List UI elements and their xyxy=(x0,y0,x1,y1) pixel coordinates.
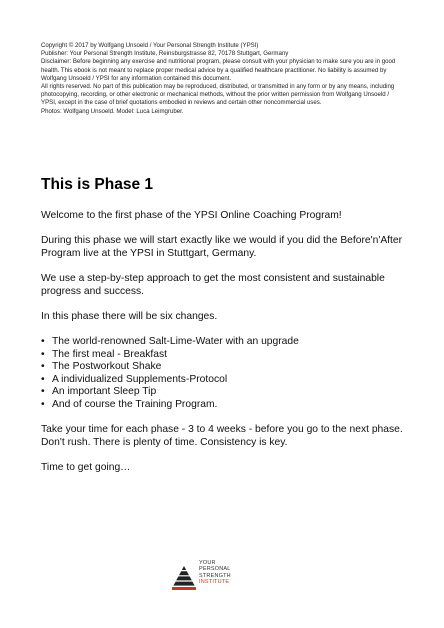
logo-line: STRENGTH xyxy=(199,572,231,579)
copyright-line: Copyright © 2017 by Wolfgang Unsoeld / Your Personal Strength Institute (YPSI) xyxy=(41,42,259,49)
changes-list xyxy=(41,336,403,412)
page-title: This is Phase 1 xyxy=(41,176,153,193)
intro-paragraph: Welcome to the first phase of the YPSI Online Coaching Program! xyxy=(41,210,342,221)
list-item: • A individualized Supplements-Protocol xyxy=(41,374,403,387)
approach-paragraph: We use a step-by-step approach to get the most consistent and sustainable progress and success. xyxy=(41,272,385,297)
phase-description: During this phase we will start exactly like we would if you did the Before'n'After Program live at the YPSI in Stuttgart, Germany. xyxy=(41,235,403,259)
main-content xyxy=(41,176,403,487)
logo-line-accent: INSTITUTE xyxy=(199,578,230,585)
changes-intro: In this phase there will be six changes. xyxy=(41,310,218,322)
photo-credits: Photos: Wolfgang Unsoeld. Model: Luca Leimgruber. xyxy=(41,107,184,115)
closing-line: Time to get going… xyxy=(41,461,131,473)
legal-notice xyxy=(41,42,403,116)
logo-line: PERSONAL xyxy=(199,566,231,573)
list-item: • The first meal - Breakfast xyxy=(41,349,403,362)
list-item: • The world-renowned Salt-Lime-Water with an upgrade xyxy=(41,336,403,349)
timing-paragraph: Take your time for each phase - 3 to 4 weeks - before you go to the next phase. Don't rush. There is plenty of time. Consistency is key. xyxy=(41,424,403,448)
disclaimer-text: Disclaimer: Before beginning any exercise and nutritional program, please consult with your physician to make sure you are in good health. This ebook is not meant to replace proper medical advice by a qualified healthcare practitioner. No liability is assumed by Wolfgang Unsoeld / YPSI for any information contained this document. xyxy=(41,58,396,82)
logo-wordmark xyxy=(199,560,259,585)
publisher-line: Publisher: Your Personal Strength Institute, Reinsburgstrasse 82, 70178 Stuttgart, Germany xyxy=(41,50,289,58)
ypsi-logo xyxy=(172,560,258,600)
list-item: • The Postworkout Shake xyxy=(41,361,403,374)
rights-text: All rights reserved. No part of this publication may be reproduced, distributed, or transmitted in any form or by any means, including photocopying, recording, or other electronic or mechanical methods, without the prior written permission from Wolfgang Unsoeld / YPSI, except in the case of brief quotations embodied in reviews and certain other noncommercial uses. xyxy=(41,83,395,107)
list-item: • And of course the Training Program. xyxy=(41,399,403,412)
pyramid-icon xyxy=(172,560,196,592)
list-item: • An important Sleep Tip xyxy=(41,386,403,399)
logo-line: YOUR xyxy=(199,560,216,566)
